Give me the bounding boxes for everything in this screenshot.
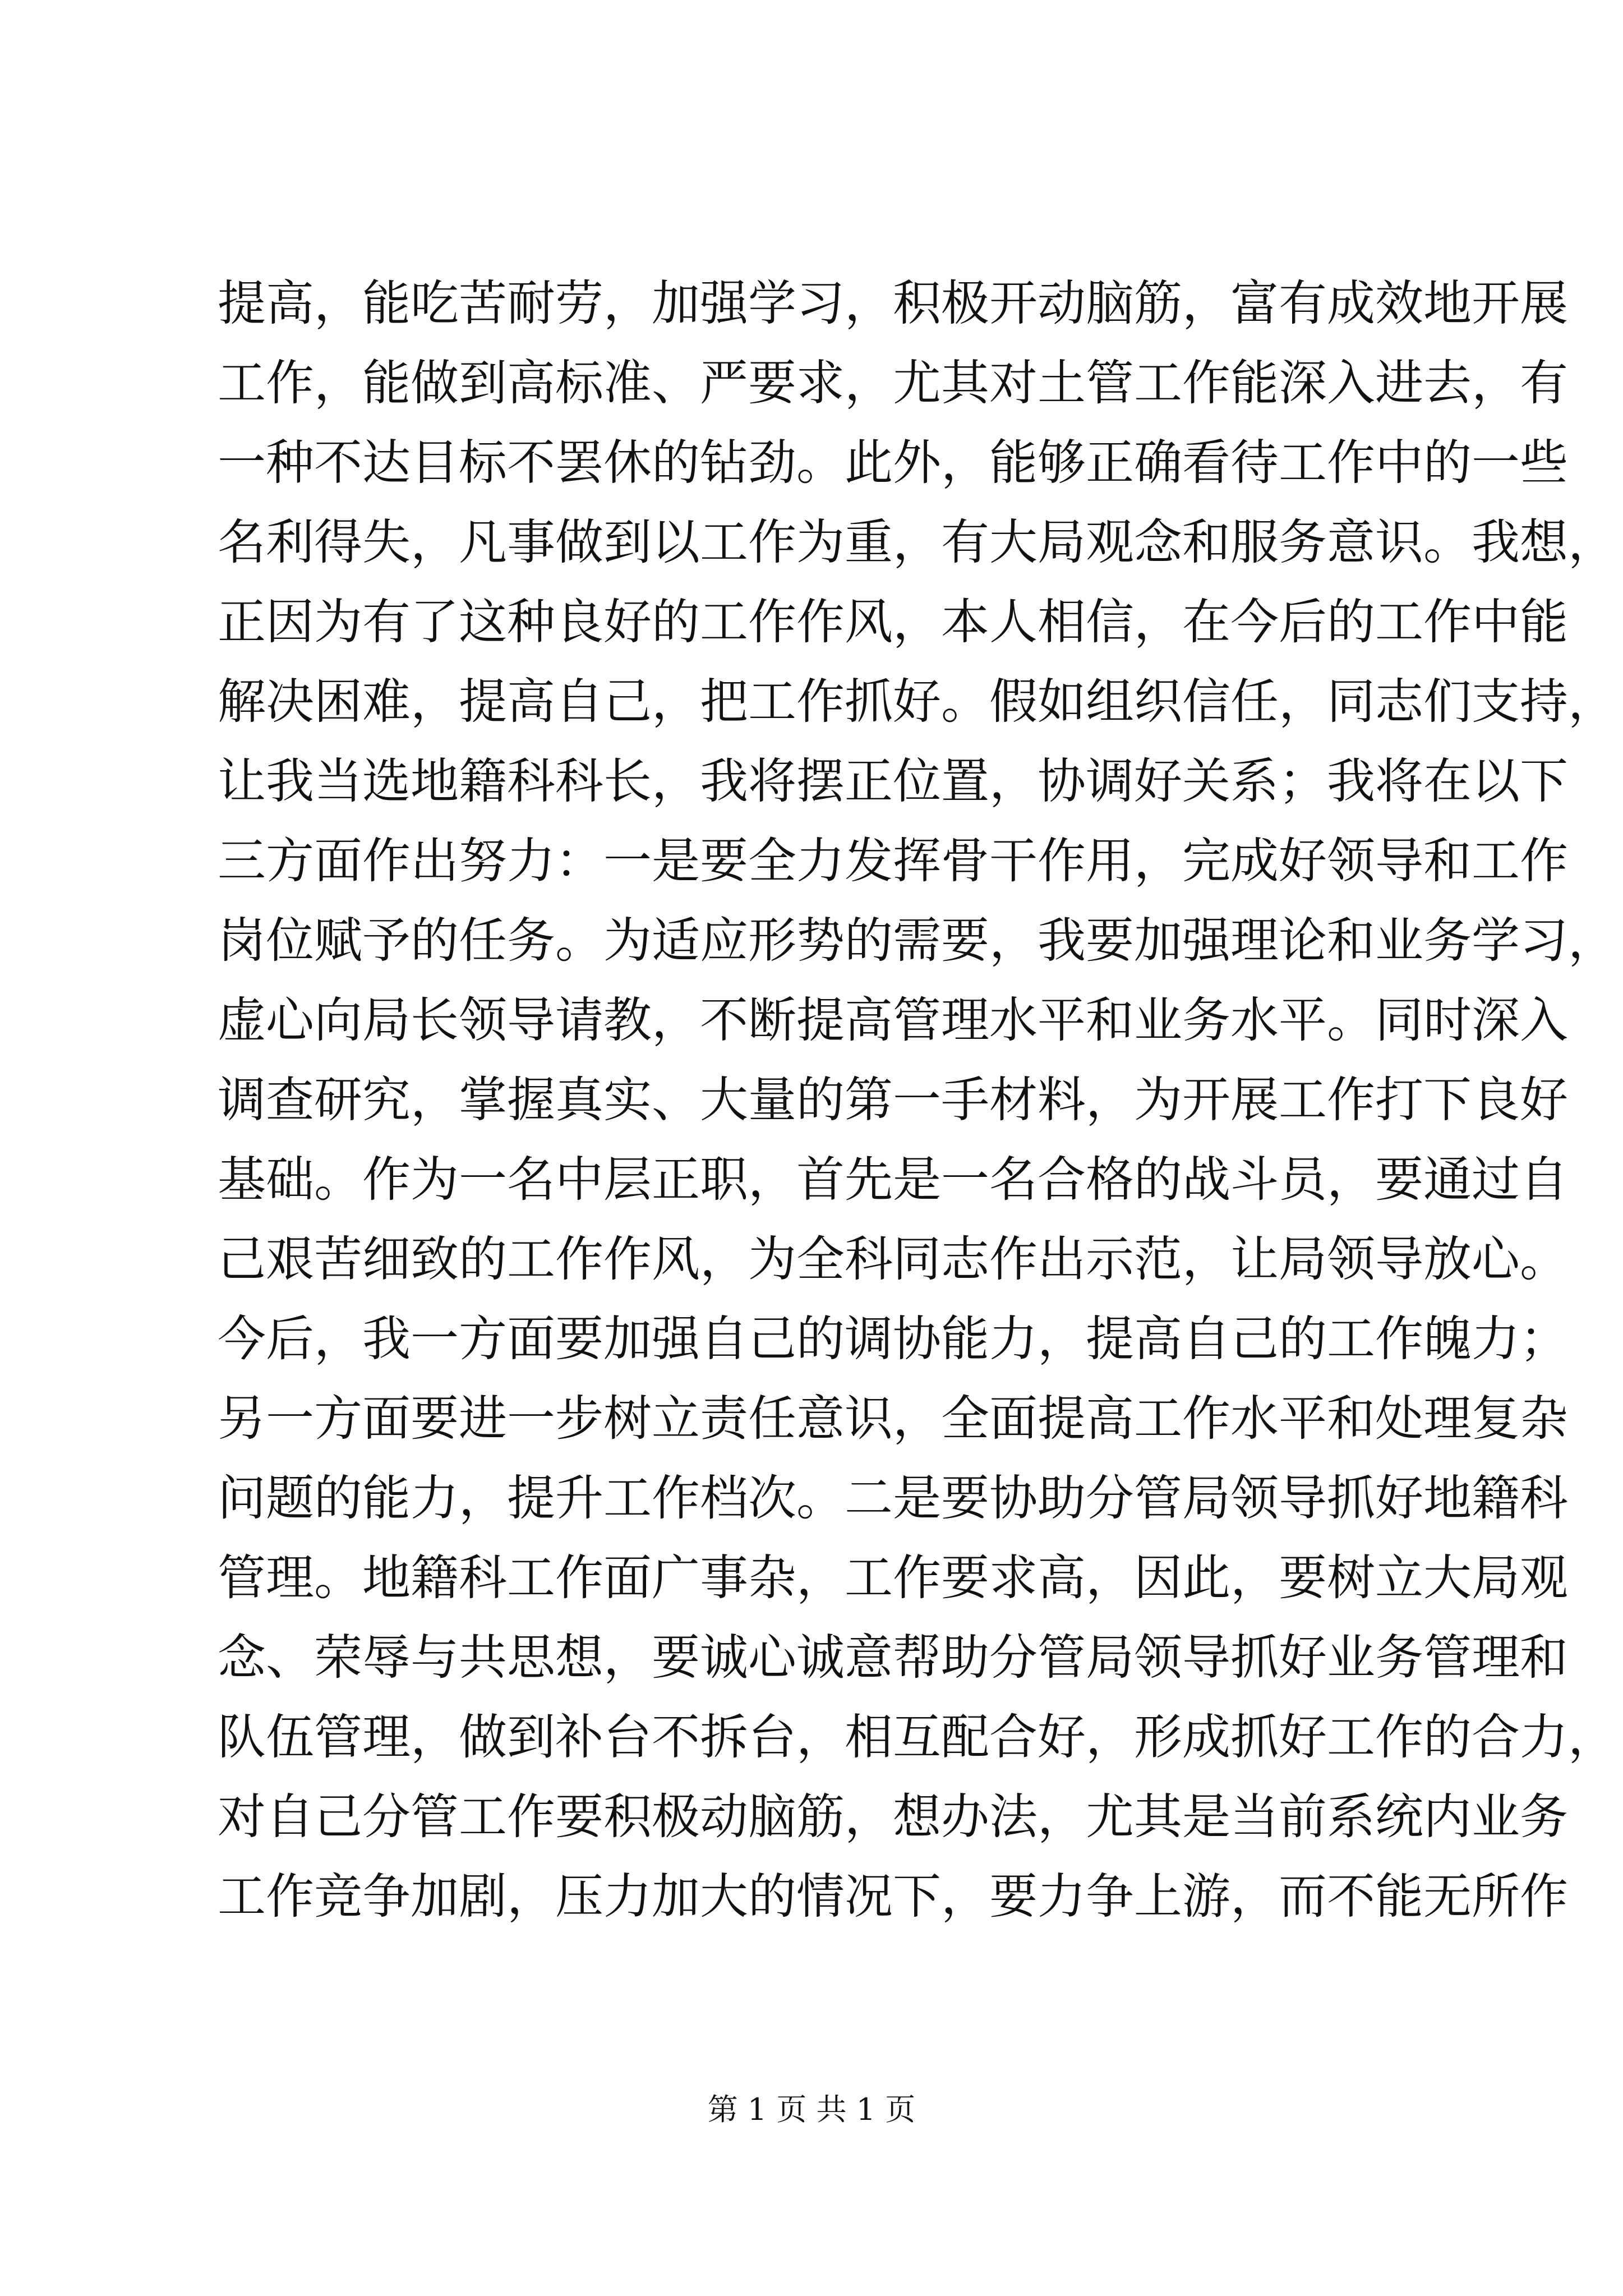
text-line: 解决困难，提高自己，把工作抓好。假如组织信任，同志们支持， (218, 674, 1616, 730)
text-line: 虚心向局长领导请教，不断提高管理水平和业务水平。同时深入 (218, 992, 1568, 1048)
text-line: 队伍管理，做到补台不拆台，相互配合好，形成抓好工作的合力， (218, 1709, 1616, 1765)
text-line: 让我当选地籍科科长，我将摆正位置，协调好关系；我将在以下 (218, 753, 1568, 809)
page-footer (0, 2090, 1623, 2129)
text-line: 岗位赋予的任务。为适应形势的需要，我要加强理论和业务学习， (218, 913, 1616, 969)
text-line: 工作竞争加剧，压力加大的情况下，要力争上游，而不能无所作 (218, 1869, 1568, 1925)
text-line: 工作，能做到高标准、严要求，尤其对土管工作能深入进去，有 (218, 355, 1568, 411)
text-line: 基础。作为一名中层正职，首先是一名合格的战斗员，要通过自 (218, 1152, 1568, 1208)
text-line: 名利得失，凡事做到以工作为重，有大局观念和服务意识。我想， (218, 514, 1616, 570)
text-line: 另一方面要进一步树立责任意识，全面提高工作水平和处理复杂 (218, 1391, 1568, 1447)
text-line: 一种不达目标不罢休的钻劲。此外，能够正确看待工作中的一些 (218, 435, 1568, 491)
text-line: 调查研究，掌握真实、大量的第一手材料，为开展工作打下良好 (218, 1072, 1568, 1128)
page-number-label: 第 1 页 共 1 页 (707, 2092, 916, 2127)
text-line: 念、荣辱与共思想，要诚心诚意帮助分管局领导抓好业务管理和 (218, 1630, 1568, 1686)
text-line: 对自己分管工作要积极动脑筋，想办法，尤其是当前系统内业务 (218, 1789, 1568, 1845)
text-line: 管理。地籍科工作面广事杂，工作要求高，因此，要树立大局观 (218, 1550, 1568, 1606)
text-line: 问题的能力，提升工作档次。二是要协助分管局领导抓好地籍科 (218, 1470, 1568, 1526)
text-line: 提高，能吃苦耐劳，加强学习，积极开动脑筋，富有成效地开展 (218, 275, 1568, 332)
text-line: 三方面作出努力：一是要全力发挥骨干作用，完成好领导和工作 (218, 833, 1568, 889)
text-line: 己艰苦细致的工作作风，为全科同志作出示范，让局领导放心。 (218, 1231, 1568, 1287)
text-line: 今后，我一方面要加强自己的调协能力，提高自己的工作魄力； (218, 1311, 1568, 1367)
text-line: 正因为有了这种良好的工作作风，本人相信，在今后的工作中能 (218, 594, 1568, 650)
body-text (218, 264, 1616, 1936)
